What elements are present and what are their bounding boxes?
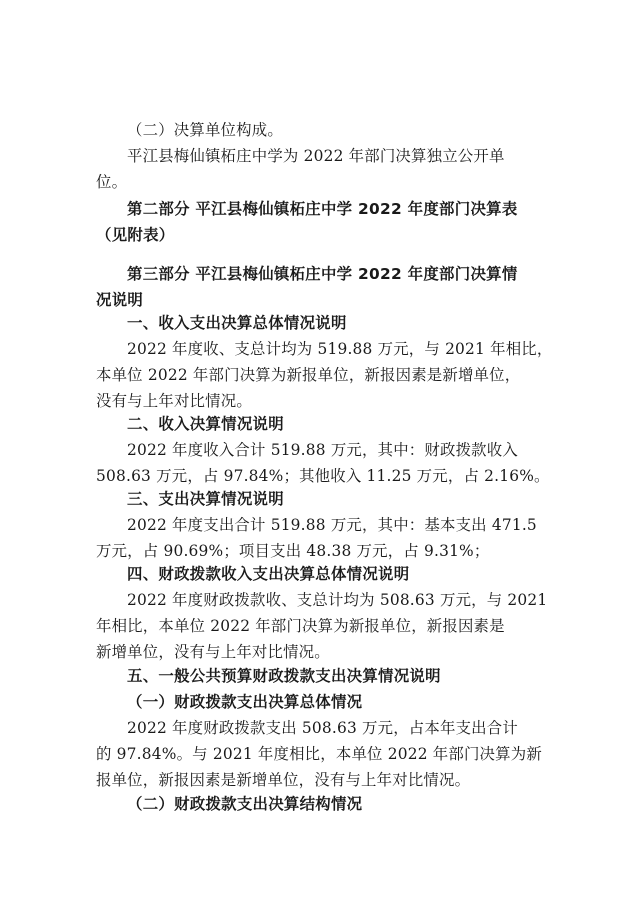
subsection-unit-composition: （二）决算单位构成。: [127, 121, 283, 139]
paragraph-line: 2022 年度收入合计 519.88 万元，其中：财政拨款收入: [127, 441, 518, 459]
paragraph-line: 本单位 2022 年部门决算为新报单位，新报因素是新增单位，: [96, 366, 521, 384]
paragraph-line: 2022 年度收、支总计均为 519.88 万元，与 2021 年相比，: [127, 340, 553, 358]
paragraph-line: 2022 年度财政拨款支出 508.63 万元，占本年支出合计: [127, 719, 518, 737]
part-two-heading: 第二部分 平江县梅仙镇柘庄中学 2022 年度部门决算表: [127, 200, 518, 218]
paragraph-line: 平江县梅仙镇柘庄中学为 2022 年部门决算独立公开单: [127, 147, 505, 165]
part-three-heading: 第三部分 平江县梅仙镇柘庄中学 2022 年度部门决算情: [127, 265, 518, 283]
paragraph-line: 新增单位，没有与上年对比情况。: [96, 643, 330, 661]
subsection-overall-heading: （一）财政拨款支出决算总体情况: [127, 693, 363, 711]
part-two-heading-continued: （见附表）: [96, 226, 175, 244]
paragraph-line: 508.63 万元，占 97.84%；其他收入 11.25 万元，占 2.16%。: [96, 467, 550, 485]
section-three-heading: 三、支出决算情况说明: [127, 490, 284, 508]
paragraph-line: 没有与上年对比情况。: [96, 392, 252, 410]
paragraph-line: 年相比，本单位 2022 年部门决算为新报单位，新报因素是: [96, 617, 505, 635]
section-four-heading: 四、财政拨款收入支出决算总体情况说明: [127, 565, 410, 583]
paragraph-line: 位。: [96, 173, 128, 191]
paragraph-line: 2022 年度支出合计 519.88 万元，其中：基本支出 471.5: [127, 516, 537, 534]
paragraph-line: 万元，占 90.69%；项目支出 48.38 万元，占 9.31%；: [96, 542, 490, 560]
paragraph-line: 报单位，新报因素是新增单位，没有与上年对比情况。: [96, 771, 471, 789]
paragraph-line: 2022 年度财政拨款收、支总计均为 508.63 万元，与 2021: [127, 591, 548, 609]
section-one-heading: 一、收入支出决算总体情况说明: [127, 314, 347, 332]
section-five-heading: 五、一般公共预算财政拨款支出决算情况说明: [127, 667, 441, 685]
section-two-heading: 二、收入决算情况说明: [127, 415, 284, 433]
part-three-heading-continued: 况说明: [96, 291, 144, 309]
subsection-structure-heading: （二）财政拨款支出决算结构情况: [127, 795, 363, 813]
paragraph-line: 的 97.84%。与 2021 年度相比，本单位 2022 年部门决算为新: [96, 745, 542, 763]
